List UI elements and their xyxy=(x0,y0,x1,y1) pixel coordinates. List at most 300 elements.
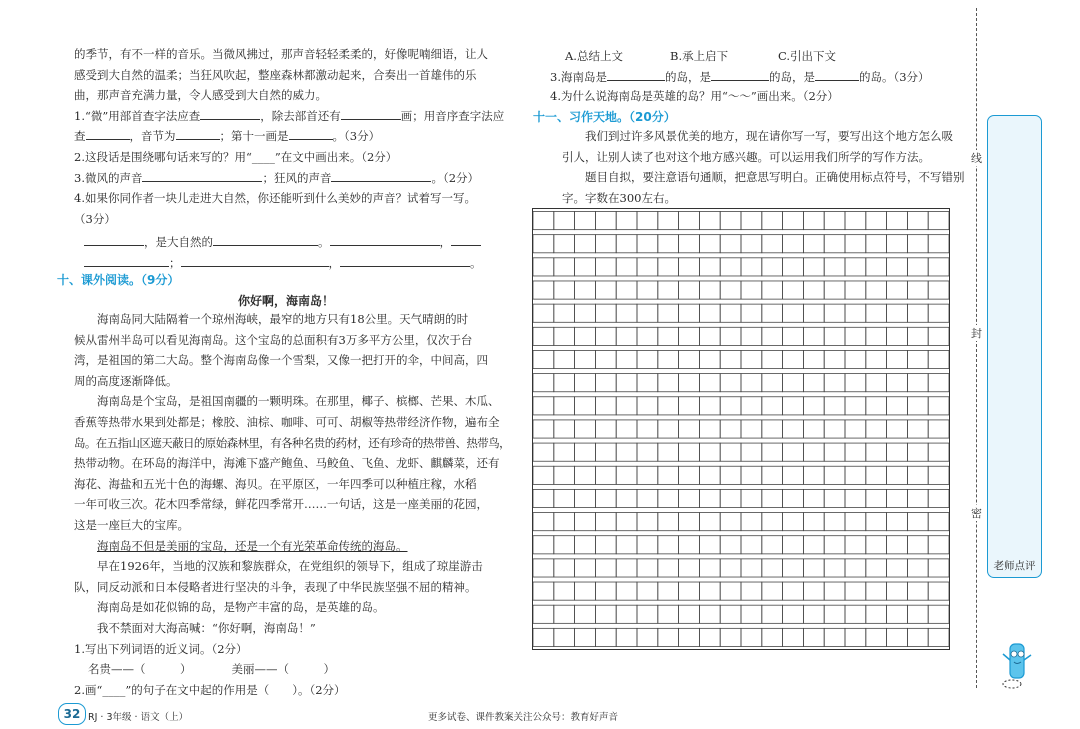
grid-cell[interactable] xyxy=(679,582,700,600)
grid-cell[interactable] xyxy=(824,350,845,368)
grid-cell[interactable] xyxy=(554,350,575,368)
grid-cell[interactable] xyxy=(762,605,783,623)
grid-cell[interactable] xyxy=(741,489,762,507)
grid-cell[interactable] xyxy=(658,489,679,507)
grid-cell[interactable] xyxy=(762,235,783,253)
grid-cell[interactable] xyxy=(762,327,783,345)
grid-cell[interactable] xyxy=(616,397,637,415)
grid-cell[interactable] xyxy=(845,304,866,322)
grid-cell[interactable] xyxy=(679,397,700,415)
grid-cell[interactable] xyxy=(595,327,616,345)
grid-cell[interactable] xyxy=(575,443,596,461)
grid-cell[interactable] xyxy=(595,513,616,531)
grid-cell[interactable] xyxy=(554,443,575,461)
grid-cell[interactable] xyxy=(783,466,804,484)
grid-cell[interactable] xyxy=(762,258,783,276)
grid-cell[interactable] xyxy=(824,489,845,507)
grid-cell[interactable] xyxy=(928,420,949,438)
grid-cell[interactable] xyxy=(741,513,762,531)
grid-cell[interactable] xyxy=(824,235,845,253)
grid-cell[interactable] xyxy=(679,374,700,392)
grid-cell[interactable] xyxy=(658,350,679,368)
grid-cell[interactable] xyxy=(866,489,887,507)
grid-cell[interactable] xyxy=(554,605,575,623)
grid-cell[interactable] xyxy=(803,327,824,345)
grid-cell[interactable] xyxy=(803,304,824,322)
grid-cell[interactable] xyxy=(803,628,824,646)
grid-cell[interactable] xyxy=(824,605,845,623)
grid-cell[interactable] xyxy=(907,559,928,577)
grid-cell[interactable] xyxy=(720,536,741,554)
grid-cell[interactable] xyxy=(595,374,616,392)
grid-cell[interactable] xyxy=(554,281,575,299)
grid-cell[interactable] xyxy=(803,605,824,623)
grid-cell[interactable] xyxy=(637,489,658,507)
grid-cell[interactable] xyxy=(887,235,908,253)
grid-cell[interactable] xyxy=(907,443,928,461)
grid-cell[interactable] xyxy=(887,582,908,600)
grid-cell[interactable] xyxy=(533,350,554,368)
grid-cell[interactable] xyxy=(803,559,824,577)
answer-blank[interactable] xyxy=(200,107,260,120)
grid-cell[interactable] xyxy=(824,582,845,600)
grid-cell[interactable] xyxy=(887,559,908,577)
answer-blank[interactable] xyxy=(330,233,440,246)
grid-cell[interactable] xyxy=(616,559,637,577)
grid-cell[interactable] xyxy=(928,489,949,507)
grid-cell[interactable] xyxy=(845,397,866,415)
grid-cell[interactable] xyxy=(803,235,824,253)
grid-cell[interactable] xyxy=(699,605,720,623)
grid-cell[interactable] xyxy=(595,536,616,554)
grid-cell[interactable] xyxy=(783,327,804,345)
grid-cell[interactable] xyxy=(928,628,949,646)
grid-cell[interactable] xyxy=(845,443,866,461)
grid-cell[interactable] xyxy=(907,374,928,392)
grid-cell[interactable] xyxy=(824,212,845,230)
grid-cell[interactable] xyxy=(533,304,554,322)
grid-cell[interactable] xyxy=(741,443,762,461)
grid-cell[interactable] xyxy=(887,350,908,368)
grid-cell[interactable] xyxy=(741,605,762,623)
grid-cell[interactable] xyxy=(658,582,679,600)
grid-cell[interactable] xyxy=(762,443,783,461)
grid-cell[interactable] xyxy=(845,489,866,507)
grid-cell[interactable] xyxy=(595,582,616,600)
grid-cell[interactable] xyxy=(887,443,908,461)
grid-cell[interactable] xyxy=(762,489,783,507)
answer-blank[interactable] xyxy=(142,169,262,182)
grid-cell[interactable] xyxy=(845,212,866,230)
grid-cell[interactable] xyxy=(824,420,845,438)
grid-cell[interactable] xyxy=(637,420,658,438)
grid-cell[interactable] xyxy=(845,235,866,253)
grid-cell[interactable] xyxy=(679,304,700,322)
grid-cell[interactable] xyxy=(845,628,866,646)
grid-cell[interactable] xyxy=(575,420,596,438)
grid-cell[interactable] xyxy=(887,420,908,438)
grid-cell[interactable] xyxy=(762,397,783,415)
grid-cell[interactable] xyxy=(866,235,887,253)
answer-blank[interactable] xyxy=(607,68,665,81)
grid-cell[interactable] xyxy=(907,420,928,438)
grid-cell[interactable] xyxy=(616,466,637,484)
grid-cell[interactable] xyxy=(720,443,741,461)
grid-cell[interactable] xyxy=(699,235,720,253)
grid-cell[interactable] xyxy=(720,420,741,438)
grid-cell[interactable] xyxy=(783,513,804,531)
grid-cell[interactable] xyxy=(866,582,887,600)
grid-cell[interactable] xyxy=(699,304,720,322)
grid-cell[interactable] xyxy=(824,281,845,299)
grid-cell[interactable] xyxy=(762,350,783,368)
grid-cell[interactable] xyxy=(928,374,949,392)
grid-cell[interactable] xyxy=(824,559,845,577)
grid-cell[interactable] xyxy=(783,281,804,299)
answer-blank[interactable] xyxy=(340,254,470,267)
answer-blank[interactable] xyxy=(711,68,769,81)
grid-cell[interactable] xyxy=(803,582,824,600)
grid-cell[interactable] xyxy=(658,628,679,646)
answer-blank[interactable] xyxy=(181,254,329,267)
grid-cell[interactable] xyxy=(616,443,637,461)
grid-cell[interactable] xyxy=(720,235,741,253)
grid-cell[interactable] xyxy=(845,374,866,392)
grid-cell[interactable] xyxy=(699,513,720,531)
grid-cell[interactable] xyxy=(762,212,783,230)
grid-cell[interactable] xyxy=(575,327,596,345)
grid-cell[interactable] xyxy=(679,235,700,253)
grid-cell[interactable] xyxy=(699,466,720,484)
grid-cell[interactable] xyxy=(637,536,658,554)
grid-cell[interactable] xyxy=(658,327,679,345)
grid-cell[interactable] xyxy=(554,559,575,577)
grid-cell[interactable] xyxy=(575,350,596,368)
grid-cell[interactable] xyxy=(866,304,887,322)
grid-cell[interactable] xyxy=(533,628,554,646)
grid-cell[interactable] xyxy=(616,304,637,322)
grid-cell[interactable] xyxy=(699,212,720,230)
grid-cell[interactable] xyxy=(720,397,741,415)
grid-cell[interactable] xyxy=(720,281,741,299)
grid-cell[interactable] xyxy=(595,559,616,577)
grid-cell[interactable] xyxy=(845,466,866,484)
grid-cell[interactable] xyxy=(720,513,741,531)
grid-cell[interactable] xyxy=(803,443,824,461)
grid-cell[interactable] xyxy=(741,304,762,322)
grid-cell[interactable] xyxy=(658,559,679,577)
grid-cell[interactable] xyxy=(824,327,845,345)
grid-cell[interactable] xyxy=(658,235,679,253)
grid-cell[interactable] xyxy=(679,258,700,276)
grid-cell[interactable] xyxy=(803,420,824,438)
grid-cell[interactable] xyxy=(658,420,679,438)
grid-cell[interactable] xyxy=(533,420,554,438)
grid-cell[interactable] xyxy=(575,536,596,554)
grid-cell[interactable] xyxy=(866,397,887,415)
grid-cell[interactable] xyxy=(845,513,866,531)
grid-cell[interactable] xyxy=(928,605,949,623)
grid-cell[interactable] xyxy=(866,559,887,577)
grid-cell[interactable] xyxy=(533,281,554,299)
grid-cell[interactable] xyxy=(783,605,804,623)
composition-grid[interactable] xyxy=(532,208,950,650)
grid-cell[interactable] xyxy=(928,281,949,299)
grid-cell[interactable] xyxy=(887,489,908,507)
grid-cell[interactable] xyxy=(907,466,928,484)
grid-cell[interactable] xyxy=(554,374,575,392)
grid-cell[interactable] xyxy=(824,397,845,415)
grid-cell[interactable] xyxy=(928,327,949,345)
grid-cell[interactable] xyxy=(866,281,887,299)
grid-cell[interactable] xyxy=(783,536,804,554)
grid-cell[interactable] xyxy=(783,559,804,577)
grid-cell[interactable] xyxy=(616,212,637,230)
grid-cell[interactable] xyxy=(575,304,596,322)
grid-cell[interactable] xyxy=(720,489,741,507)
grid-cell[interactable] xyxy=(803,489,824,507)
grid-cell[interactable] xyxy=(866,513,887,531)
grid-cell[interactable] xyxy=(699,559,720,577)
grid-cell[interactable] xyxy=(741,258,762,276)
grid-cell[interactable] xyxy=(699,420,720,438)
answer-blank[interactable] xyxy=(451,233,481,246)
grid-cell[interactable] xyxy=(845,420,866,438)
grid-cell[interactable] xyxy=(658,513,679,531)
grid-cell[interactable] xyxy=(824,443,845,461)
grid-cell[interactable] xyxy=(741,374,762,392)
grid-cell[interactable] xyxy=(699,374,720,392)
grid-cell[interactable] xyxy=(845,582,866,600)
grid-cell[interactable] xyxy=(699,258,720,276)
grid-cell[interactable] xyxy=(803,513,824,531)
grid-cell[interactable] xyxy=(554,466,575,484)
answer-blank[interactable] xyxy=(341,107,401,120)
grid-cell[interactable] xyxy=(595,397,616,415)
grid-cell[interactable] xyxy=(637,443,658,461)
grid-cell[interactable] xyxy=(575,582,596,600)
grid-cell[interactable] xyxy=(533,582,554,600)
grid-cell[interactable] xyxy=(720,628,741,646)
grid-cell[interactable] xyxy=(928,466,949,484)
grid-cell[interactable] xyxy=(637,582,658,600)
grid-cell[interactable] xyxy=(741,559,762,577)
grid-cell[interactable] xyxy=(679,628,700,646)
grid-cell[interactable] xyxy=(824,513,845,531)
grid-cell[interactable] xyxy=(887,513,908,531)
grid-cell[interactable] xyxy=(595,443,616,461)
grid-cell[interactable] xyxy=(720,258,741,276)
grid-cell[interactable] xyxy=(679,536,700,554)
grid-cell[interactable] xyxy=(928,513,949,531)
grid-cell[interactable] xyxy=(575,281,596,299)
grid-cell[interactable] xyxy=(845,605,866,623)
grid-cell[interactable] xyxy=(741,466,762,484)
answer-blank[interactable] xyxy=(84,233,144,246)
grid-cell[interactable] xyxy=(554,235,575,253)
grid-cell[interactable] xyxy=(887,327,908,345)
grid-cell[interactable] xyxy=(679,513,700,531)
grid-cell[interactable] xyxy=(928,443,949,461)
answer-blank[interactable] xyxy=(289,127,333,140)
grid-cell[interactable] xyxy=(824,466,845,484)
grid-cell[interactable] xyxy=(762,628,783,646)
grid-cell[interactable] xyxy=(928,258,949,276)
grid-cell[interactable] xyxy=(679,327,700,345)
grid-cell[interactable] xyxy=(866,258,887,276)
grid-cell[interactable] xyxy=(637,350,658,368)
grid-cell[interactable] xyxy=(720,559,741,577)
grid-cell[interactable] xyxy=(887,281,908,299)
grid-cell[interactable] xyxy=(741,235,762,253)
grid-cell[interactable] xyxy=(762,304,783,322)
grid-cell[interactable] xyxy=(658,374,679,392)
grid-cell[interactable] xyxy=(866,466,887,484)
grid-cell[interactable] xyxy=(762,536,783,554)
grid-cell[interactable] xyxy=(575,397,596,415)
grid-cell[interactable] xyxy=(533,327,554,345)
grid-cell[interactable] xyxy=(616,513,637,531)
grid-cell[interactable] xyxy=(762,466,783,484)
answer-blank[interactable] xyxy=(213,233,318,246)
grid-cell[interactable] xyxy=(658,281,679,299)
grid-cell[interactable] xyxy=(866,628,887,646)
grid-cell[interactable] xyxy=(616,420,637,438)
grid-cell[interactable] xyxy=(595,281,616,299)
grid-cell[interactable] xyxy=(783,304,804,322)
grid-cell[interactable] xyxy=(575,489,596,507)
grid-cell[interactable] xyxy=(887,258,908,276)
grid-cell[interactable] xyxy=(658,397,679,415)
grid-cell[interactable] xyxy=(824,536,845,554)
grid-cell[interactable] xyxy=(679,420,700,438)
grid-cell[interactable] xyxy=(741,327,762,345)
grid-cell[interactable] xyxy=(866,374,887,392)
grid-cell[interactable] xyxy=(637,281,658,299)
grid-cell[interactable] xyxy=(658,443,679,461)
grid-cell[interactable] xyxy=(699,536,720,554)
grid-cell[interactable] xyxy=(575,559,596,577)
grid-cell[interactable] xyxy=(928,397,949,415)
grid-cell[interactable] xyxy=(658,258,679,276)
grid-cell[interactable] xyxy=(803,397,824,415)
grid-cell[interactable] xyxy=(720,605,741,623)
grid-cell[interactable] xyxy=(637,559,658,577)
grid-cell[interactable] xyxy=(907,235,928,253)
grid-cell[interactable] xyxy=(803,212,824,230)
grid-cell[interactable] xyxy=(887,536,908,554)
grid-cell[interactable] xyxy=(720,582,741,600)
grid-cell[interactable] xyxy=(699,327,720,345)
grid-cell[interactable] xyxy=(741,420,762,438)
grid-cell[interactable] xyxy=(554,397,575,415)
grid-cell[interactable] xyxy=(845,536,866,554)
grid-cell[interactable] xyxy=(554,420,575,438)
grid-cell[interactable] xyxy=(866,420,887,438)
grid-cell[interactable] xyxy=(783,420,804,438)
grid-cell[interactable] xyxy=(637,605,658,623)
grid-cell[interactable] xyxy=(720,350,741,368)
grid-cell[interactable] xyxy=(824,304,845,322)
grid-cell[interactable] xyxy=(783,350,804,368)
grid-cell[interactable] xyxy=(866,212,887,230)
grid-cell[interactable] xyxy=(699,397,720,415)
grid-cell[interactable] xyxy=(887,304,908,322)
grid-cell[interactable] xyxy=(637,304,658,322)
grid-cell[interactable] xyxy=(928,304,949,322)
grid-cell[interactable] xyxy=(783,212,804,230)
grid-cell[interactable] xyxy=(907,258,928,276)
grid-cell[interactable] xyxy=(887,397,908,415)
grid-cell[interactable] xyxy=(679,489,700,507)
grid-cell[interactable] xyxy=(679,466,700,484)
grid-cell[interactable] xyxy=(907,582,928,600)
grid-cell[interactable] xyxy=(699,281,720,299)
grid-cell[interactable] xyxy=(907,605,928,623)
grid-cell[interactable] xyxy=(803,350,824,368)
grid-cell[interactable] xyxy=(907,281,928,299)
grid-cell[interactable] xyxy=(595,304,616,322)
grid-cell[interactable] xyxy=(907,212,928,230)
grid-cell[interactable] xyxy=(575,212,596,230)
grid-cell[interactable] xyxy=(928,350,949,368)
grid-cell[interactable] xyxy=(720,466,741,484)
grid-cell[interactable] xyxy=(595,605,616,623)
grid-cell[interactable] xyxy=(699,489,720,507)
grid-cell[interactable] xyxy=(554,536,575,554)
grid-cell[interactable] xyxy=(928,212,949,230)
grid-cell[interactable] xyxy=(720,212,741,230)
grid-cell[interactable] xyxy=(845,559,866,577)
grid-cell[interactable] xyxy=(533,489,554,507)
grid-cell[interactable] xyxy=(741,281,762,299)
grid-cell[interactable] xyxy=(741,536,762,554)
grid-cell[interactable] xyxy=(762,582,783,600)
grid-cell[interactable] xyxy=(783,443,804,461)
grid-cell[interactable] xyxy=(637,327,658,345)
grid-cell[interactable] xyxy=(741,628,762,646)
grid-cell[interactable] xyxy=(554,327,575,345)
grid-cell[interactable] xyxy=(720,327,741,345)
grid-cell[interactable] xyxy=(928,559,949,577)
grid-cell[interactable] xyxy=(887,374,908,392)
grid-cell[interactable] xyxy=(741,212,762,230)
grid-cell[interactable] xyxy=(533,605,554,623)
grid-cell[interactable] xyxy=(741,350,762,368)
grid-cell[interactable] xyxy=(907,536,928,554)
answer-blank[interactable] xyxy=(331,169,431,182)
answer-blank[interactable] xyxy=(815,68,859,81)
grid-cell[interactable] xyxy=(554,258,575,276)
grid-cell[interactable] xyxy=(699,628,720,646)
grid-cell[interactable] xyxy=(533,397,554,415)
grid-cell[interactable] xyxy=(616,374,637,392)
grid-cell[interactable] xyxy=(616,235,637,253)
grid-cell[interactable] xyxy=(575,628,596,646)
grid-cell[interactable] xyxy=(907,397,928,415)
grid-cell[interactable] xyxy=(533,374,554,392)
grid-cell[interactable] xyxy=(637,466,658,484)
grid-cell[interactable] xyxy=(595,489,616,507)
grid-cell[interactable] xyxy=(679,559,700,577)
grid-cell[interactable] xyxy=(783,582,804,600)
grid-cell[interactable] xyxy=(824,258,845,276)
grid-cell[interactable] xyxy=(907,304,928,322)
grid-cell[interactable] xyxy=(741,397,762,415)
grid-cell[interactable] xyxy=(720,374,741,392)
grid-cell[interactable] xyxy=(907,489,928,507)
grid-cell[interactable] xyxy=(575,374,596,392)
